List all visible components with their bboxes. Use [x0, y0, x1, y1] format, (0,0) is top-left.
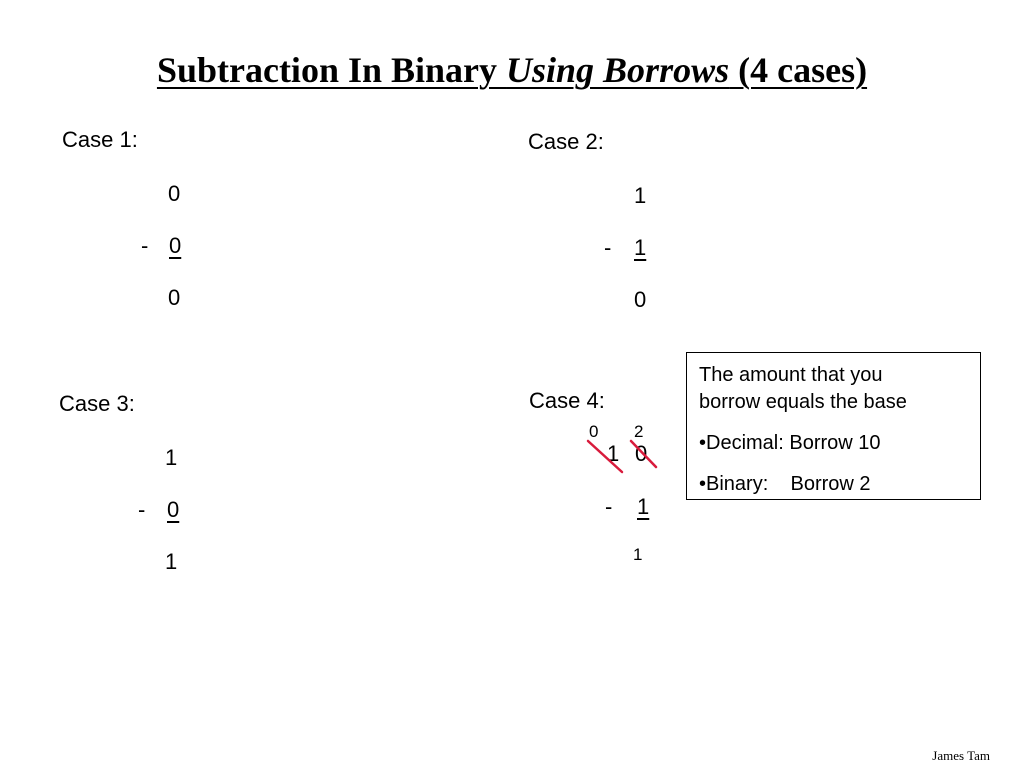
case-2-result: 0 — [634, 287, 647, 312]
case-3-minus: - — [138, 497, 146, 522]
case-3-top-digit: 1 — [165, 445, 178, 470]
case-1-result: 0 — [168, 285, 181, 310]
case-3-label: Case 3: — [59, 391, 135, 416]
case-1-minus: - — [141, 233, 149, 258]
note-line-2: borrow equals the base — [699, 391, 907, 413]
strike-mark-left — [588, 441, 622, 472]
author-footer: James Tam — [932, 748, 990, 763]
case-4-bottom-digit: 1 — [637, 494, 650, 519]
note-bullet-decimal: •Decimal: Borrow 10 — [699, 432, 881, 454]
title-part-italic: Using Borrows — [506, 50, 730, 90]
case-4-borrow-right: 2 — [634, 422, 644, 441]
title-part-1: Subtraction In Binary — [156, 50, 507, 90]
case-1-label: Case 1: — [62, 127, 138, 152]
case-4-result: 1 — [633, 545, 643, 564]
case-2-label: Case 2: — [528, 129, 604, 154]
note-bullet-binary: •Binary: Borrow 2 — [699, 473, 871, 495]
strike-mark-right — [631, 441, 656, 467]
case-2-minus: - — [604, 235, 612, 260]
case-2-top-digit: 1 — [634, 183, 647, 208]
note-line-1: The amount that you — [699, 364, 883, 386]
case-4-top-left-digit: 1 — [607, 441, 620, 466]
case-3-result: 1 — [165, 549, 178, 574]
case-4-borrow-left: 0 — [589, 422, 599, 441]
case-4-label: Case 4: — [529, 388, 605, 413]
case-2-bottom-digit: 1 — [634, 235, 647, 260]
case-4-minus: - — [605, 494, 613, 519]
note-box — [686, 352, 981, 500]
case-1-top-digit: 0 — [168, 181, 181, 206]
case-4-top-right-digit: 0 — [635, 441, 648, 466]
case-1-bottom-digit: 0 — [169, 233, 182, 258]
title-part-3: (4 cases) — [729, 50, 868, 90]
case-3-bottom-digit: 0 — [167, 497, 180, 522]
